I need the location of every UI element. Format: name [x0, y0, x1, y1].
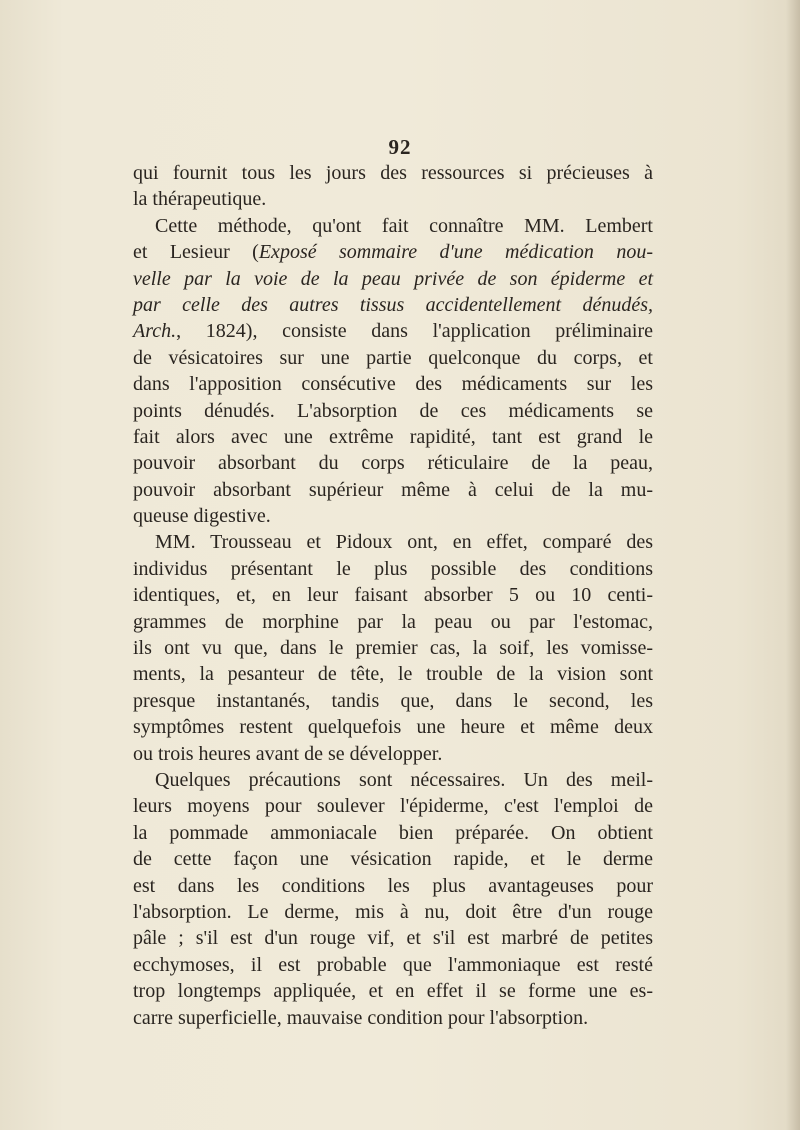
text-span: et Lesieur ( [133, 241, 259, 264]
text-line: dans l'apposition consécutive des médicaments sur les [133, 373, 653, 396]
text-line: de vésicatoires sur une partie quelconque du corps, et [133, 346, 653, 369]
text-line: l'absorption. Le derme, mis à nu, doit être d'un rouge [133, 900, 653, 923]
text-span: Cette méthode, qu'ont fait connaître MM. Lembert [155, 214, 653, 237]
page-number: 92 [388, 135, 412, 159]
text-line: ments, la pesanteur de tête, le trouble de la vision sont [133, 663, 653, 686]
italic-text: velle par la voie de la peau privée de son épiderme et [133, 267, 653, 290]
text-line: presque instantanés, tandis que, dans le second, les [133, 689, 653, 712]
text-line [133, 318, 653, 344]
body-text [133, 160, 653, 1031]
text-line: points dénudés. L'absorption de ces médicaments se [133, 399, 653, 422]
text-line: Quelques précautions sont nécessaires. Un des meil- [155, 768, 653, 791]
italic-text: Arch. [133, 320, 177, 343]
text-line [133, 213, 653, 239]
text-line: MM. Trousseau et Pidoux ont, en effet, comparé des [155, 531, 653, 554]
text-line [133, 266, 653, 292]
text-line [133, 292, 653, 318]
text-line: qui fournit tous les jours des ressources si précieuses à [133, 162, 653, 184]
italic-text: Exposé sommaire d'une médication nou- [258, 241, 653, 264]
text-line: la pommade ammoniacale bien préparée. On obtient [133, 821, 653, 844]
text-line: pâle ; s'il est d'un rouge vif, et s'il est marbré de petites [133, 927, 653, 950]
text-line: de cette façon une vésication rapide, et le derme [133, 848, 653, 871]
text-line: identiques, et, en leur faisant absorber 5 ou 10 centi- [133, 584, 653, 607]
text-line: carre superficielle, mauvaise condition pour l'absorption. [133, 1006, 589, 1029]
text-line: symptômes restent quelquefois une heure et même deux [133, 716, 653, 739]
text-line: leurs moyens pour soulever l'épiderme, c'est l'emploi de [133, 795, 653, 818]
text-line: fait alors avec une extrême rapidité, tant est grand le [133, 425, 653, 448]
italic-text: par celle des autres tissus accidentellement dénudés, [133, 293, 653, 316]
text-line: ou trois heures avant de se développer. [133, 742, 443, 765]
text-line [133, 239, 653, 265]
text-line: queuse digestive. [133, 505, 271, 528]
text-line: ils ont vu que, dans le premier cas, la soif, les vomisse- [133, 637, 653, 660]
text-line: la thérapeutique. [133, 188, 267, 211]
text-line: trop longtemps appliquée, et en effet il se forme une es- [133, 980, 653, 1003]
text-line: individus présentant le plus possible des conditions [133, 557, 653, 580]
text-line: pouvoir absorbant supérieur même à celui de la mu- [133, 478, 653, 501]
text-line: pouvoir absorbant du corps réticulaire de la peau, [133, 452, 653, 475]
text-line: grammes de morphine par la peau ou par l'estomac, [133, 610, 653, 633]
page-edge-shadow [786, 0, 800, 1130]
text-line: est dans les conditions les plus avantageuses pour [133, 874, 653, 897]
text-line: ecchymoses, il est probable que l'ammoniaque est resté [133, 953, 653, 976]
text-span: , 1824), consiste dans l'application préliminaire [176, 320, 653, 343]
